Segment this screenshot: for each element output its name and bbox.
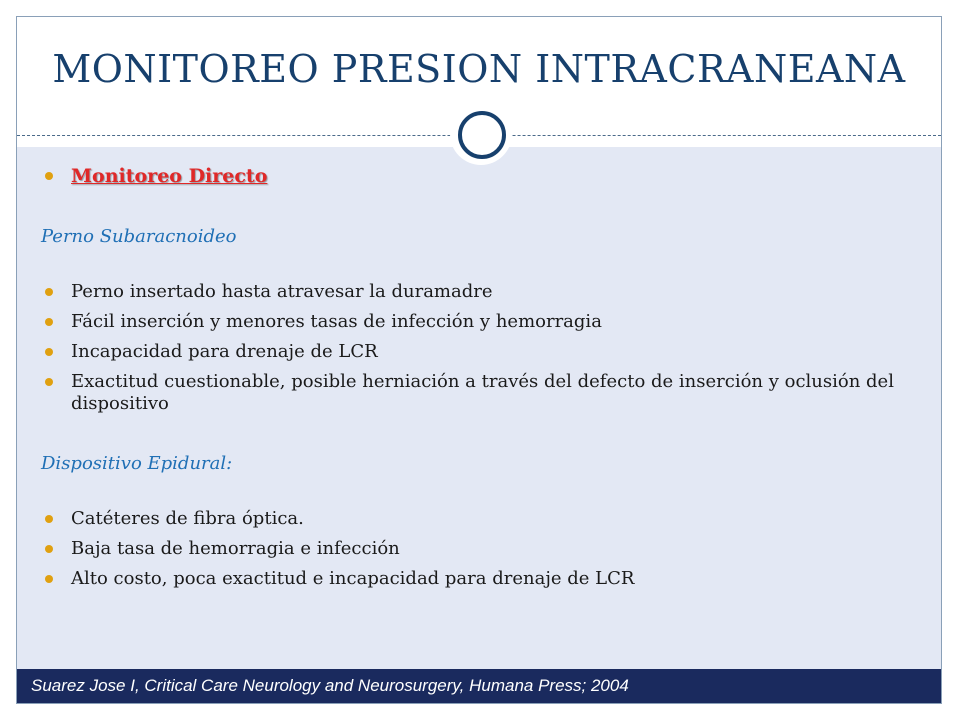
slide-frame: [16, 16, 942, 704]
list-item: [41, 508, 917, 530]
citation-text: Suarez Jose I, Critical Care Neurology and Neurosurgery, Humana Press; 2004: [31, 676, 629, 695]
list-item: [41, 538, 917, 560]
list-item-text: Catéteres de fibra óptica.: [71, 508, 304, 529]
section1-list: [41, 281, 917, 415]
list-item: [41, 341, 917, 363]
bullet-icon: [45, 575, 53, 583]
bullet-icon: [45, 318, 53, 326]
list-item: [41, 371, 917, 415]
list-item-text: Baja tasa de hemorragia e infección: [71, 538, 400, 559]
list-item-text: Exactitud cuestionable, posible herniación a través del defecto de inserción y oclusión del dispositivo: [71, 371, 894, 414]
list-item-text: Alto costo, poca exactitud e incapacidad para drenaje de LCR: [71, 568, 635, 589]
bullet-icon: [45, 545, 53, 553]
section1-heading: Perno Subaracnoideo: [41, 226, 237, 247]
list-item-text: Perno insertado hasta atravesar la duramadre: [71, 281, 493, 302]
list-item-text: Fácil inserción y menores tasas de infección y hemorragia: [71, 311, 602, 332]
list-item: [41, 568, 917, 590]
list-item-text: Incapacidad para drenaje de LCR: [71, 341, 378, 362]
bullet-icon: [45, 515, 53, 523]
bullet-icon: [45, 348, 53, 356]
bullet-icon: [45, 378, 53, 386]
circle-ornament: [458, 111, 506, 159]
citation-footer: [17, 669, 941, 703]
list-item: [41, 281, 917, 303]
slide-content: [41, 165, 917, 598]
section2-heading: Dispositivo Epidural:: [41, 453, 233, 474]
section2-list: [41, 508, 917, 590]
main-bullet-text: Monitoreo Directo: [71, 165, 268, 187]
slide-title: MONITOREO PRESION INTRACRANEANA: [52, 47, 906, 91]
list-item: [41, 311, 917, 333]
bullet-icon: [45, 172, 53, 180]
bullet-icon: [45, 288, 53, 296]
main-bullet-row: [41, 165, 917, 188]
